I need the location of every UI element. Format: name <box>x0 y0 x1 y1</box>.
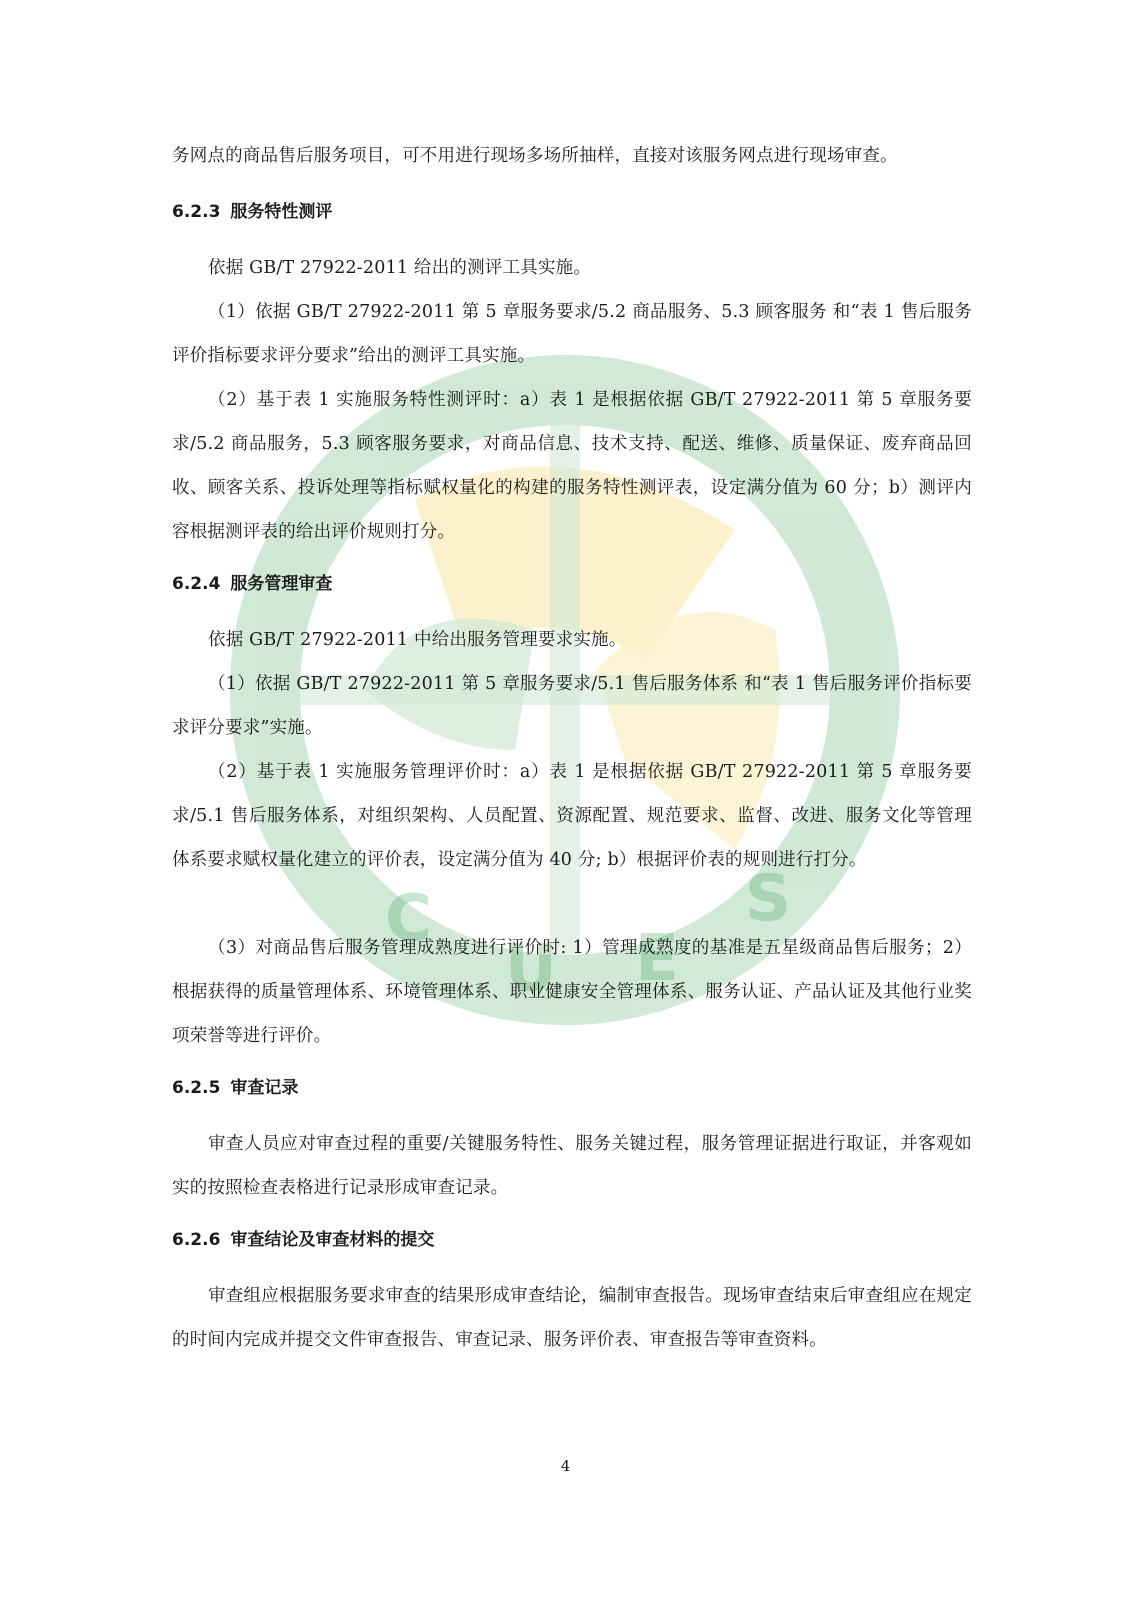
section-heading-6-2-3 <box>172 200 332 224</box>
section-title: 审查记录 <box>230 1078 299 1098</box>
section-title: 服务管理审查 <box>230 574 333 594</box>
section-number: 6.2.6 <box>172 1230 221 1250</box>
paragraph: 审查组应根据服务要求审查的结果形成审查结论，编制审查报告。现场审查结束后审查组应在规定的时间内完成并提交文件审查报告、审查记录、服务评价表、审查报告等审查资料。 <box>172 1286 972 1350</box>
paragraph-continuation: 务网点的商品售后服务项目，可不用进行现场多场所抽样，直接对该服务网点进行现场审查。 <box>172 146 898 166</box>
seal-letter-c: C <box>385 882 432 956</box>
paragraph: （2）基于表 1 实施服务管理评价时：a）表 1 是根据依据 GB/T 27922-2011 第 5 章服务要求/5.1 售后服务体系，对组织架构、人员配置、资源配置、规范要求、监督、改进、服务文化等管理体系要求赋权量化建立的评价表，设定满分值为 40 分; b）根据评价表的规则进行打分。 <box>172 762 972 870</box>
page-number: 4 <box>560 1457 571 1475</box>
paragraph: （3）对商品售后服务管理成熟度进行评价时: 1）管理成熟度的基准是五星级商品售后服务；2）根据获得的质量管理体系、环境管理体系、职业健康安全管理体系、服务认证、产品认证及其他行业奖项荣誉等进行评价。 <box>172 938 972 1046</box>
paragraph: 依据 GB/T 27922-2011 给出的测评工具实施。 <box>208 258 592 278</box>
section-number: 6.2.4 <box>172 574 221 594</box>
section-number: 6.2.3 <box>172 202 221 222</box>
seal-letter-u: U <box>505 932 557 1006</box>
section-title: 审查结论及审查材料的提交 <box>230 1230 435 1250</box>
section-heading-6-2-4 <box>172 572 332 596</box>
seal-letter-s: S <box>745 862 792 936</box>
seal-letter-e: E <box>635 922 679 996</box>
paragraph: 审查人员应对审查过程的重要/关键服务特性、服务关键过程，服务管理证据进行取证，并客观如实的按照检查表格进行记录形成审查记录。 <box>172 1134 972 1198</box>
paragraph: （1）依据 GB/T 27922-2011 第 5 章服务要求/5.2 商品服务、5.3 顾客服务 和“表 1 售后服务评价指标要求评分要求”给出的测评工具实施。 <box>172 302 972 366</box>
paragraph: 依据 GB/T 27922-2011 中给出服务管理要求实施。 <box>208 630 627 650</box>
section-heading-6-2-6 <box>172 1228 434 1252</box>
paragraph: （1）依据 GB/T 27922-2011 第 5 章服务要求/5.1 售后服务体系 和“表 1 售后服务评价指标要求评分要求”实施。 <box>172 674 972 738</box>
section-title: 服务特性测评 <box>230 202 333 222</box>
paragraph: （2）基于表 1 实施服务特性测评时：a）表 1 是根据依据 GB/T 27922-2011 第 5 章服务要求/5.2 商品服务，5.3 顾客服务要求，对商品信息、技术支持、配送、维修、质量保证、废弃商品回收、顾客关系、投诉处理等指标赋权量化的构建的服务特性测评表，设定满分值为 60 分；b）测评内容根据测评表的给出评价规则打分。 <box>172 390 972 542</box>
section-number: 6.2.5 <box>172 1078 221 1098</box>
section-heading-6-2-5 <box>172 1076 298 1100</box>
